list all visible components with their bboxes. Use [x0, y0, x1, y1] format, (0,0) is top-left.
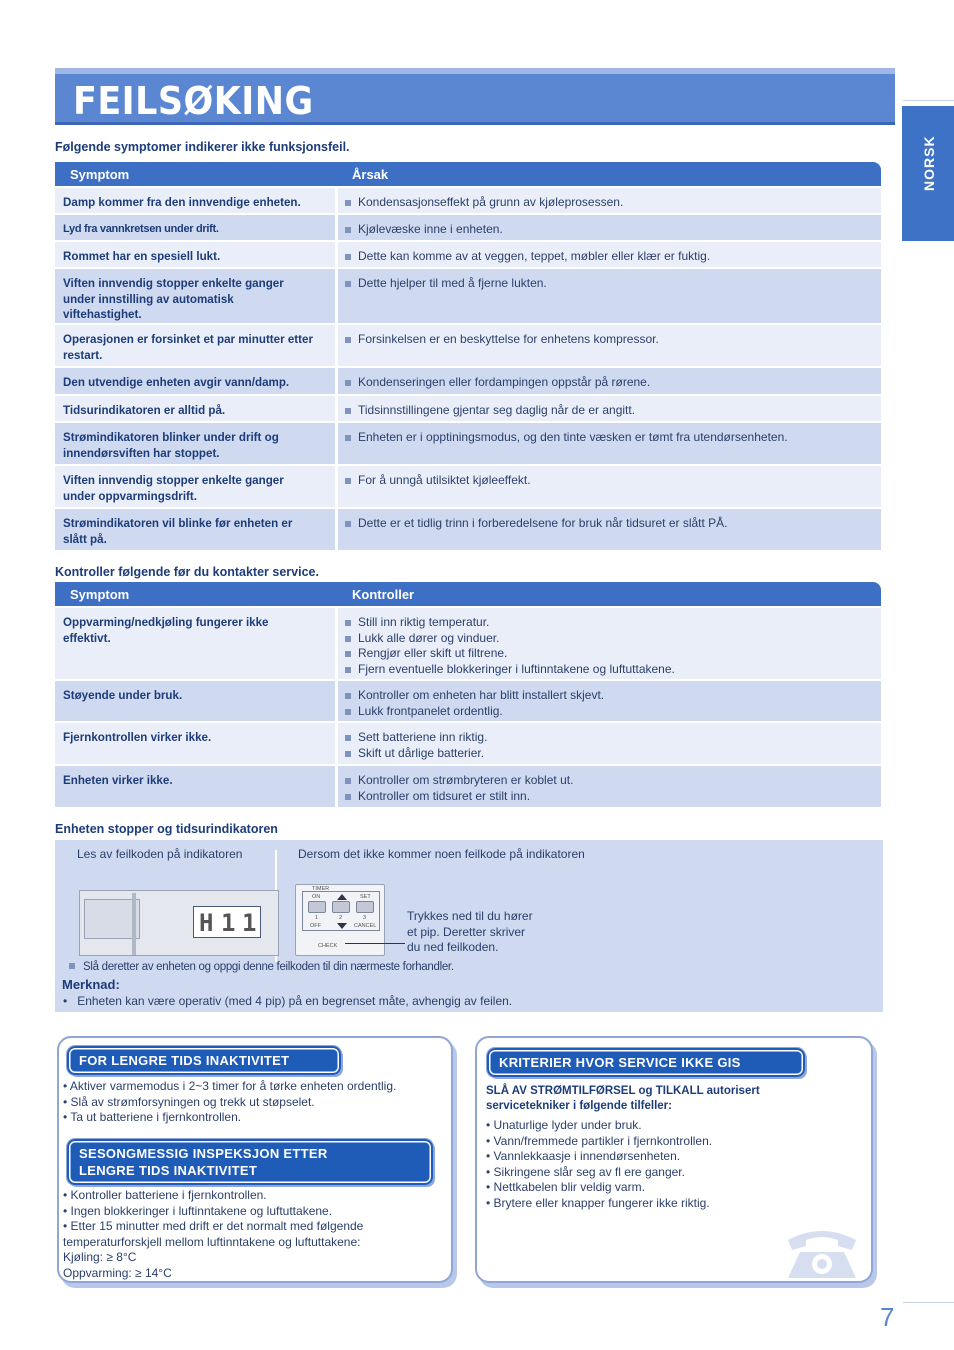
- timer-button[interactable]: [332, 901, 350, 913]
- remote-control-illustration: [295, 884, 385, 956]
- cancel-label: CANCEL: [354, 923, 377, 929]
- table-row: [55, 507, 881, 550]
- cause-cell: Kjølevæske inne i enheten.: [338, 215, 881, 240]
- left-instruction: Les av feilkoden på indikatoren: [77, 847, 243, 861]
- cause-cell: Dette er et tidlig trinn i forberedelsene for bruk når tidsuret er slått PÅ.: [338, 509, 881, 550]
- no-service-list: • Unaturlige lyder under bruk. • Vann/fremmede partikler i fjernkontrollen. • Vannlekkaasje i innendørsenheten. • Sikringene slår seg av fl ere ganger. • Nettkabelen blir veldig varm. • Brytere eller knapper fungerer ikke riktig.: [486, 1118, 713, 1210]
- symptom-cell: Strømindikatoren blinker under drift og innendørsviften har stoppet.: [55, 423, 335, 464]
- symptom-table: [55, 162, 881, 550]
- col-symptom: Symptom: [70, 167, 130, 182]
- right-instruction: Dersom det ikke kommer noen feilkode på indikatoren: [298, 847, 585, 861]
- telephone-icon: [784, 1226, 860, 1280]
- inactivity-list: • Aktiver varmemodus i 2~3 timer for å tørke enheten ordentlig. • Slå av strømforsyningen og trekk ut støpselet. • Ta ut batteriene i fjernkontrollen.: [63, 1079, 397, 1125]
- check-cell: Kontroller om enheten har blitt installert skjevt. Lukk frontpanelet ordentlig.: [338, 681, 881, 721]
- table-row: [55, 721, 881, 764]
- col-symptom: Symptom: [70, 587, 130, 602]
- col-check: Kontroller: [352, 587, 415, 602]
- language-tab-label: NORSK: [921, 135, 937, 191]
- num-1: 1: [315, 915, 319, 921]
- num-3: 3: [363, 915, 367, 921]
- page-number: 7: [880, 1302, 895, 1332]
- up-arrow-icon[interactable]: [337, 894, 347, 900]
- check-label: CHECK: [318, 943, 338, 949]
- check-cell: Still inn riktig temperatur. Lukk alle dører og vinduer. Rengjør eller skift ut filtrene. Fjern eventuelle blokkeringer i luftinntakene og luftuttakene.: [338, 608, 881, 679]
- off-label: OFF: [310, 923, 321, 929]
- table-row: [55, 186, 881, 213]
- table-row: [55, 240, 881, 267]
- symptom-cell: Operasjonen er forsinket et par minutter etter restart.: [55, 325, 335, 366]
- symptom-cell: Rommet har en spesiell lukt.: [55, 242, 335, 267]
- symptom-cell: Den utvendige enheten avgir vann/damp.: [55, 368, 335, 394]
- symptom-cell: Damp kommer fra den innvendige enheten.: [55, 188, 335, 213]
- dealer-note: Slå deretter av enheten og oppgi denne feilkoden til din nærmeste forhandler.: [69, 961, 454, 973]
- cause-cell: For å unngå utilsiktet kjøleeffekt.: [338, 466, 881, 507]
- pointer-line: [345, 943, 405, 944]
- symptom-cell: Viften innvendig stopper enkelte ganger under innstilling av automatisk viftehastighet.: [55, 269, 335, 323]
- symptom-cell: Oppvarming/nedkjøling fungerer ikke effektivt.: [55, 608, 335, 679]
- table-row: [55, 267, 881, 323]
- cause-cell: Enheten er i opptiningsmodus, og den tinte væsken er tømt fra utendørsenheten.: [338, 423, 881, 464]
- cause-cell: Kondensasjonseffekt på grunn av kjøleprosessen.: [338, 188, 881, 213]
- display-char: 1: [242, 909, 257, 937]
- table-row: [55, 764, 881, 807]
- display-char: 1: [221, 909, 236, 937]
- on-button[interactable]: [308, 901, 326, 913]
- check-table: [55, 582, 881, 807]
- table-row: [55, 323, 881, 366]
- set-label: SET: [360, 894, 371, 900]
- table-row: [55, 213, 881, 240]
- inspection-list: • Kontroller batteriene i fjernkontrollen. • Ingen blokkeringer i luftinntakene og luftuttakene. • Etter 15 minutter med drift er det normalt med følgende temperaturforskjell mellom luftinntakene og luftuttakene: Kjøling: ≥ 8°C Oppvarming: ≥ 14°C: [63, 1188, 364, 1280]
- cause-cell: Forsinkelsen er en beskyttelse for enhetens kompressor.: [338, 325, 881, 366]
- symptom-cell: Fjernkontrollen virker ikke.: [55, 723, 335, 764]
- table-header: [55, 162, 881, 186]
- down-arrow-icon[interactable]: [337, 923, 347, 929]
- timer-label: TIMER: [312, 886, 330, 892]
- col-cause: Årsak: [352, 167, 389, 182]
- no-service-pill: KRITERIER HVOR SERVICE IKKE GIS: [487, 1048, 805, 1077]
- table-row: [55, 464, 881, 507]
- on-label: ON: [312, 894, 321, 900]
- symptom-cell: Strømindikatoren vil blinke før enheten er slått på.: [55, 509, 335, 550]
- table-row: [55, 679, 881, 721]
- page-title: FEILSØKING: [73, 79, 314, 123]
- cause-cell: Kondenseringen eller fordampingen oppstår på rørene.: [338, 368, 881, 394]
- symptom-cell: Støyende under bruk.: [55, 681, 335, 721]
- symptom-cell: Enheten virker ikke.: [55, 766, 335, 807]
- symptom-cell: Lyd fra vannkretsen under drift.: [55, 215, 335, 240]
- note-text: • Enheten kan være operativ (med 4 pip) på en begrenset måte, avhengig av feilen.: [63, 994, 513, 1008]
- symptom-cell: Tidsurindikatoren er alltid på.: [55, 396, 335, 421]
- check-cell: Sett batteriene inn riktig. Skift ut dårlige batterier.: [338, 723, 881, 764]
- table-row: [55, 421, 881, 464]
- display-char: H: [199, 909, 214, 937]
- cause-cell: Tidsinnstillingene gjentar seg daglig når de er angitt.: [338, 396, 881, 421]
- title-bar: [55, 68, 895, 125]
- table-header: [55, 582, 881, 606]
- symptom-cell: Viften innvendig stopper enkelte ganger under oppvarmingsdrift.: [55, 466, 335, 507]
- table-row: [55, 394, 881, 421]
- set-button[interactable]: [356, 901, 374, 913]
- section3-heading: Enheten stopper og tidsurindikatoren: [55, 822, 278, 836]
- error-code-display: [193, 906, 261, 938]
- num-2: 2: [339, 915, 343, 921]
- inactivity-pill: FOR LENGRE TIDS INAKTIVITET: [67, 1046, 341, 1075]
- inactivity-card: [57, 1036, 453, 1283]
- language-tab: [902, 106, 954, 241]
- error-code-panel: [55, 840, 883, 1012]
- no-service-subtitle: SLÅ AV STRØMTILFØRSEL og TILKALL autorisert servicetekniker i følgende tilfeller:: [486, 1085, 760, 1112]
- inspection-pill: SESONGMESSIG INSPEKSJON ETTER LENGRE TIDS INAKTIVITET: [67, 1139, 433, 1185]
- page-divider: [903, 1302, 954, 1303]
- check-cell: Kontroller om strømbryteren er koblet ut. Kontroller om tidsuret er stilt inn.: [338, 766, 881, 807]
- cause-cell: Dette hjelper til med å fjerne lukten.: [338, 269, 881, 323]
- section1-heading: Følgende symptomer indikerer ikke funksjonsfeil.: [55, 140, 350, 154]
- note-title: Merknad:: [62, 977, 120, 992]
- cause-cell: Dette kan komme av at veggen, teppet, møbler eller klær er fuktig.: [338, 242, 881, 267]
- table-row: [55, 606, 881, 679]
- press-instruction: Trykkes ned til du hører et pip. Deretter skriver du ned feilkoden.: [407, 909, 533, 954]
- side-divider: [903, 100, 954, 101]
- section2-heading: Kontroller følgende før du kontakter service.: [55, 565, 319, 579]
- table-row: [55, 366, 881, 394]
